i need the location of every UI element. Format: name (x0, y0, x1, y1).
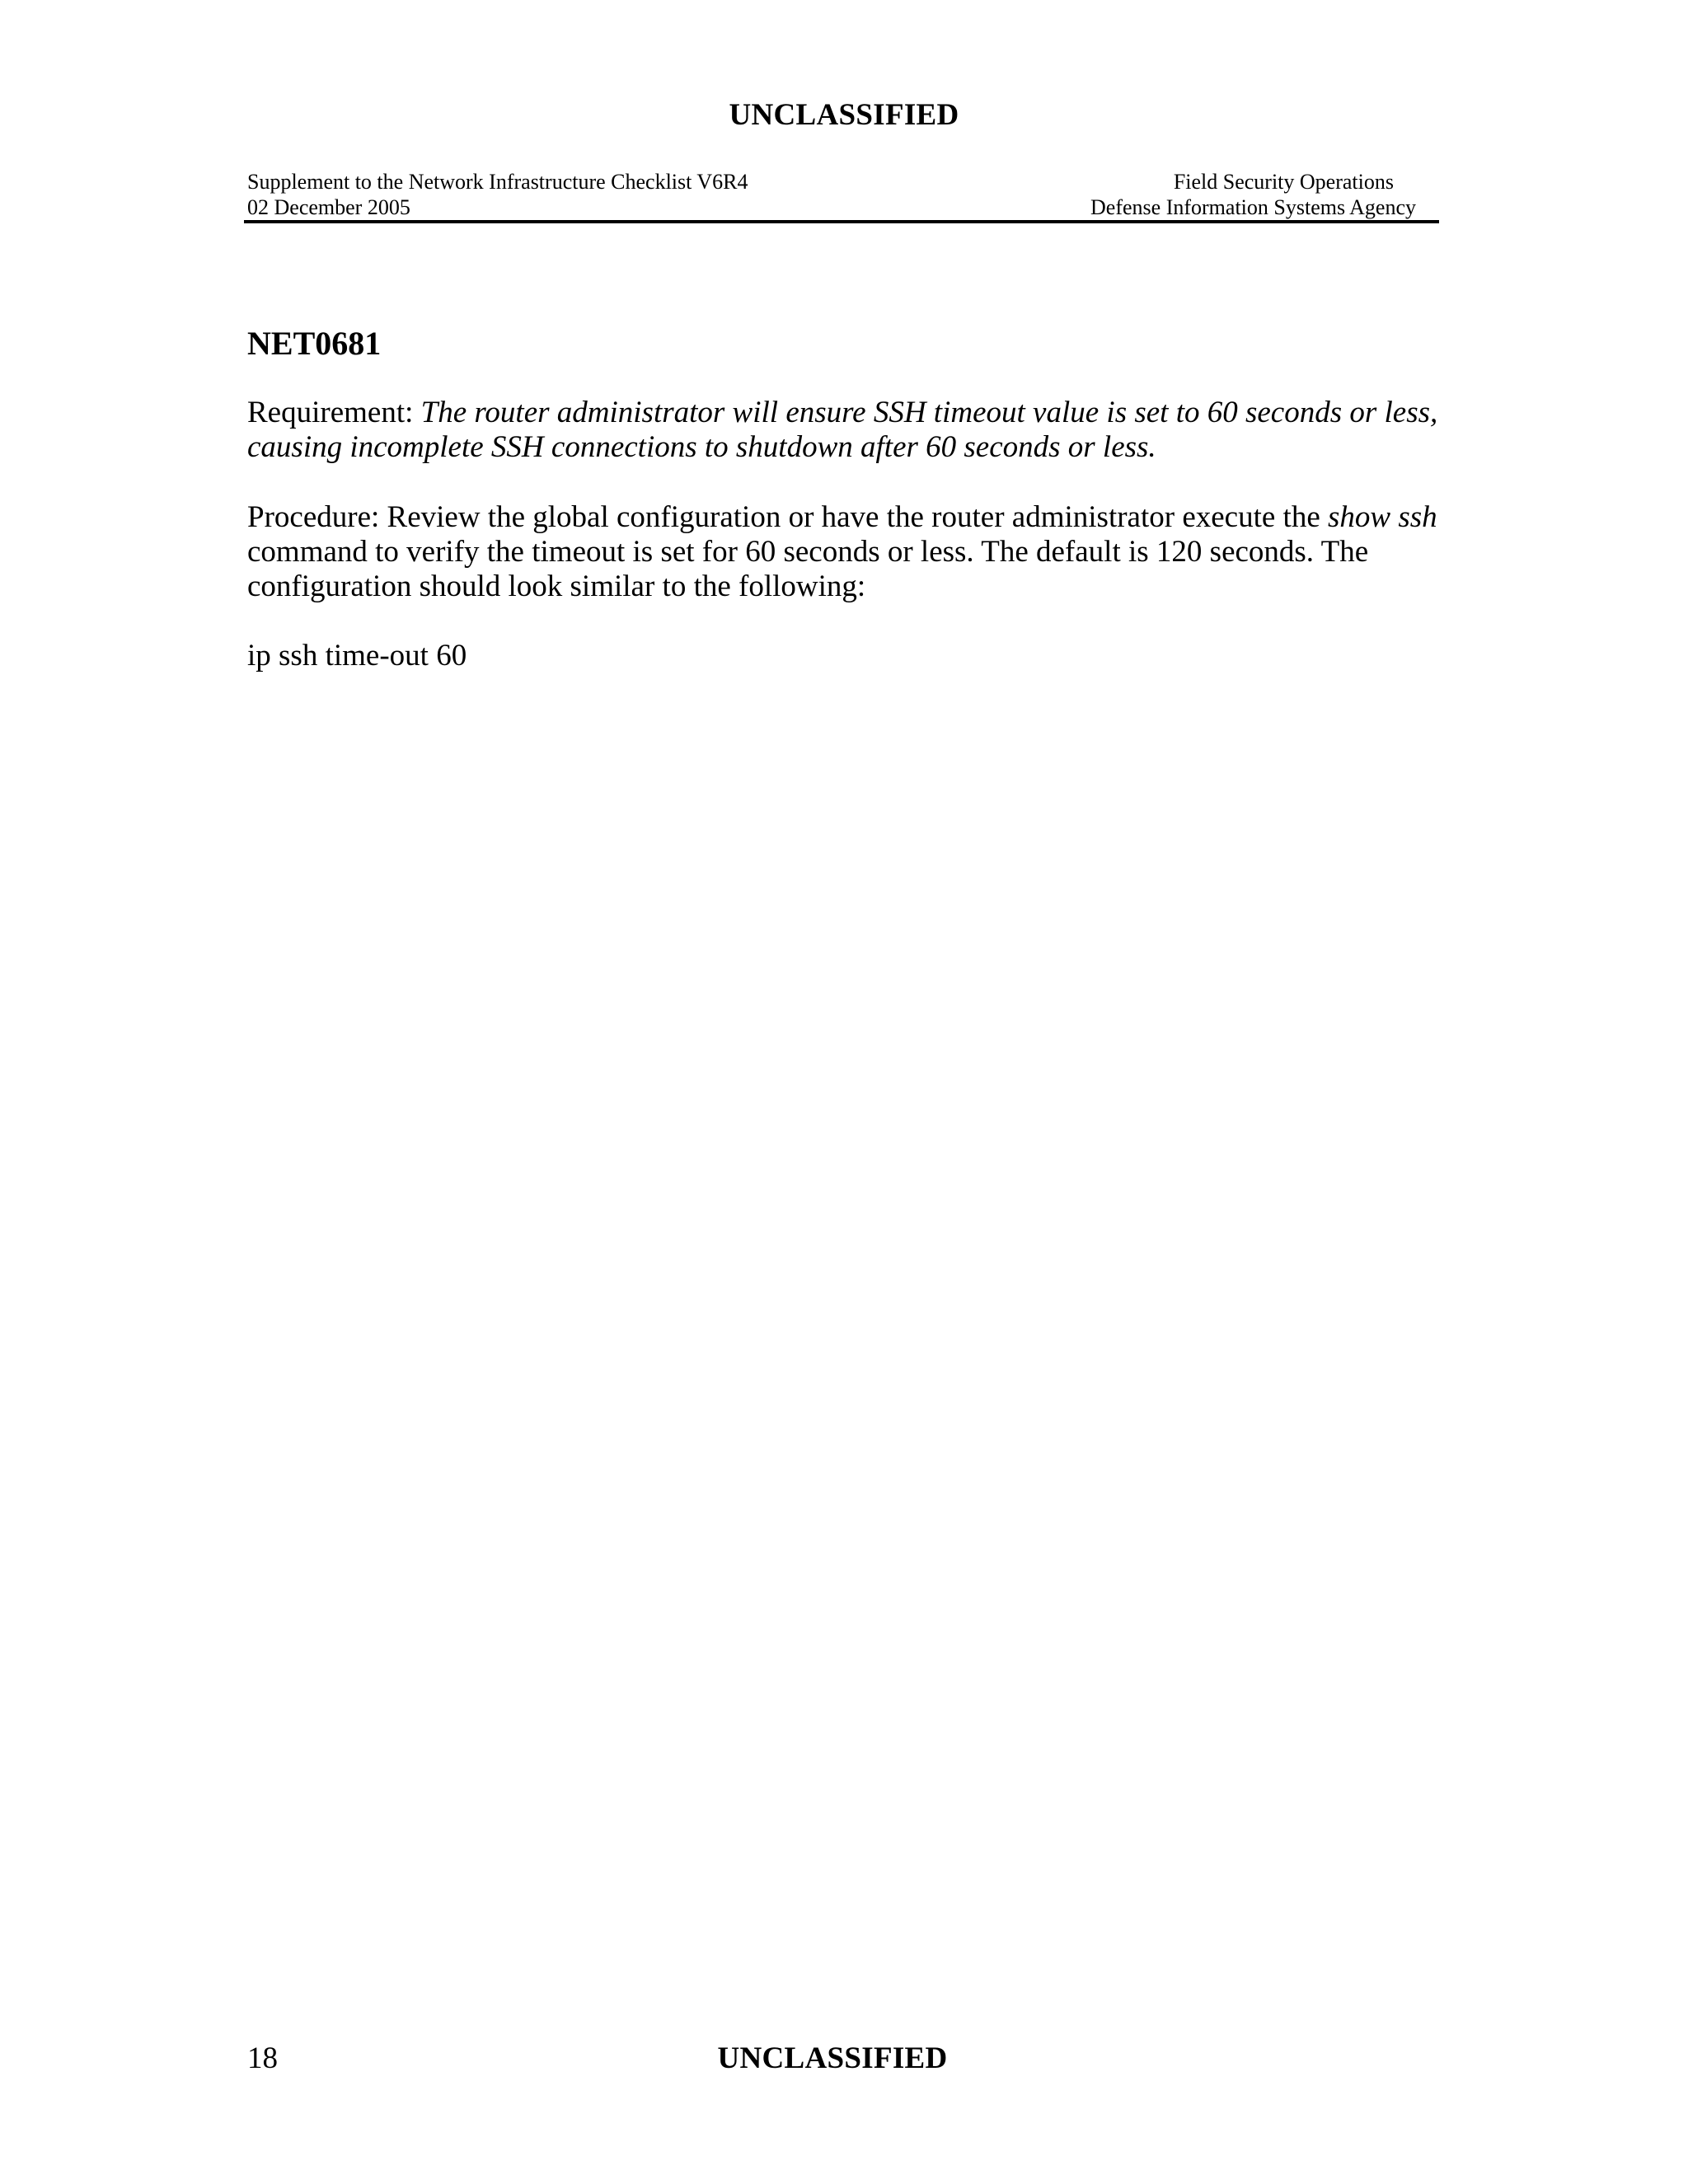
classification-banner-bottom: UNCLASSIFIED (717, 2041, 948, 2075)
header-left (247, 169, 748, 220)
page-number: 18 (247, 2041, 278, 2075)
header-agency: Defense Information Systems Agency (1090, 195, 1416, 219)
header-department: Field Security Operations (1173, 170, 1394, 194)
section-heading: NET0681 (247, 325, 382, 362)
requirement-text: The router administrator will ensure SSH timeout value is set to 60 seconds or less, causing incomplete SSH connections to shutdown after 60 seconds or less. (247, 396, 1438, 464)
requirement-label: Requirement: (247, 396, 421, 429)
procedure-paragraph (247, 500, 1442, 604)
procedure-command: show ssh (1328, 500, 1437, 534)
classification-banner-top: UNCLASSIFIED (729, 98, 959, 132)
header-divider (244, 220, 1439, 223)
header-right (1090, 169, 1416, 220)
config-example: ip ssh time-out 60 (247, 639, 467, 673)
header-document-title: Supplement to the Network Infrastructure Checklist V6R4 (247, 170, 748, 194)
procedure-label: Procedure: (247, 500, 387, 534)
requirement-paragraph (247, 396, 1442, 465)
header-date: 02 December 2005 (247, 195, 410, 219)
procedure-text-part2: command to verify the timeout is set for 60 seconds or less. The default is 120 seconds. The configuration should look similar to the following: (247, 535, 1369, 603)
procedure-text-part1: Review the global configuration or have the router administrator execute the (387, 500, 1328, 534)
